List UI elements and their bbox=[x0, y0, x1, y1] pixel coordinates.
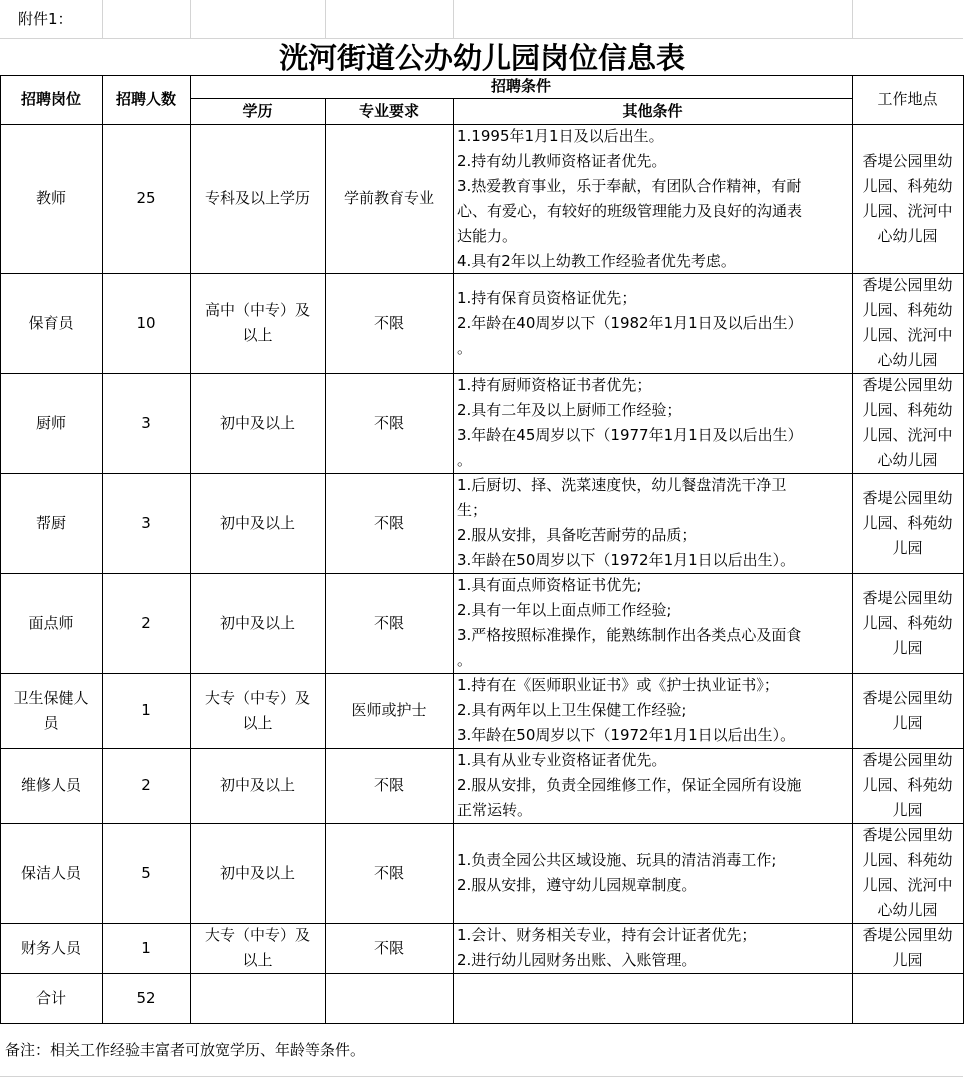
row-major-line: 不限 bbox=[373, 613, 404, 632]
row-location-line: 香堤公园里幼 bbox=[862, 926, 953, 944]
row-position-line: 员 bbox=[43, 713, 59, 732]
row-education-line: 高中（中专）及 bbox=[204, 301, 310, 319]
row-location-line: 儿园 bbox=[892, 538, 923, 557]
row-position-line: 维修人员 bbox=[20, 776, 81, 794]
row-education-line: 初中及以上 bbox=[219, 776, 295, 794]
table-rule bbox=[0, 273, 964, 274]
row-other-conditions-line: 3.热爱教育事业，乐于奉献，有团队合作精神，有耐 bbox=[457, 176, 802, 195]
row-other-conditions-line: 。 bbox=[457, 451, 473, 469]
row-education-line: 以上 bbox=[242, 326, 273, 344]
row-position-line: 财务人员 bbox=[20, 938, 81, 957]
header-other-text: 其他条件 bbox=[622, 101, 683, 120]
row-other-conditions bbox=[453, 823, 852, 923]
table-rule bbox=[102, 75, 103, 1024]
row-location-line: 心幼儿园 bbox=[877, 351, 938, 369]
footnote: 备注：相关工作经验丰富者可放宽学历、年龄等条件。 bbox=[5, 1041, 366, 1059]
header-location bbox=[852, 75, 963, 124]
row-count bbox=[102, 748, 190, 823]
row-location-line: 儿园、科苑幼 bbox=[862, 851, 953, 869]
table-rule bbox=[102, 0, 103, 38]
row-major-line: 不限 bbox=[373, 863, 404, 882]
row-position bbox=[0, 273, 102, 373]
table-rule bbox=[190, 0, 191, 38]
table-rule bbox=[453, 98, 454, 1024]
total-count bbox=[102, 973, 190, 1023]
row-location-line: 香堤公园里幼 bbox=[862, 751, 953, 769]
row-other-conditions bbox=[453, 748, 852, 823]
row-count bbox=[102, 473, 190, 573]
row-location-line: 香堤公园里幼 bbox=[862, 826, 953, 844]
row-location bbox=[852, 748, 963, 823]
row-position bbox=[0, 573, 102, 673]
row-location-line: 香堤公园里幼 bbox=[862, 488, 953, 507]
row-location-line: 儿园、科苑幼 bbox=[862, 513, 953, 532]
row-major bbox=[325, 823, 453, 923]
row-major-line: 不限 bbox=[373, 776, 404, 794]
row-other-conditions-line: 1.负责全园公共区域设施、玩具的清洁消毒工作; bbox=[457, 851, 777, 869]
row-other-conditions-line: 达能力。 bbox=[457, 226, 518, 245]
row-location-line: 香堤公园里幼 bbox=[862, 376, 953, 394]
row-position-line: 教师 bbox=[35, 189, 66, 207]
row-education-line: 初中及以上 bbox=[219, 413, 295, 432]
row-other-conditions-line: 2.具有两年以上卫生保健工作经验; bbox=[457, 701, 687, 719]
header-education-text: 学历 bbox=[242, 101, 273, 120]
row-location bbox=[852, 373, 963, 473]
row-major bbox=[325, 748, 453, 823]
row-location bbox=[852, 573, 963, 673]
table-rule bbox=[0, 1023, 964, 1024]
row-location-line: 香堤公园里幼 bbox=[862, 588, 953, 607]
row-education bbox=[190, 124, 325, 273]
row-other-conditions-line: 2.年龄在40周岁以下（1982年1月1日及以后出生） bbox=[457, 313, 803, 332]
row-other-conditions-line: 2.具有一年以上面点师工作经验; bbox=[457, 601, 672, 619]
row-location-line: 儿园、科苑幼 bbox=[862, 613, 953, 632]
row-position-line: 帮厨 bbox=[35, 513, 66, 532]
table-rule bbox=[0, 673, 964, 674]
row-location-line: 香堤公园里幼 bbox=[862, 151, 953, 170]
row-other-conditions-line: 1.持有在《医师职业证书》或《护士执业证书》； bbox=[457, 676, 779, 694]
header-conditions-text: 招聘条件 bbox=[490, 77, 551, 95]
row-other-conditions-line: 心、有爱心，有较好的班级管理能力及良好的沟通表 bbox=[457, 201, 803, 220]
row-major-line: 不限 bbox=[373, 938, 404, 957]
row-other-conditions bbox=[453, 373, 852, 473]
row-other-conditions-line: 1.具有面点师资格证书优先; bbox=[457, 576, 642, 594]
row-count bbox=[102, 823, 190, 923]
row-major bbox=[325, 273, 453, 373]
header-other bbox=[453, 98, 852, 124]
total-label bbox=[0, 973, 102, 1023]
table-rule bbox=[0, 823, 964, 824]
row-education bbox=[190, 748, 325, 823]
row-other-conditions-line: 3.年龄在50周岁以下（1972年1月1日以后出生）。 bbox=[457, 551, 796, 569]
row-location-line: 儿园、科苑幼 bbox=[862, 176, 953, 195]
row-position-line: 卫生保健人 bbox=[13, 688, 89, 707]
row-other-conditions-line: 2.持有幼儿教师资格证者优先。 bbox=[457, 151, 667, 170]
header-major-text: 专业要求 bbox=[358, 101, 419, 120]
row-location bbox=[852, 273, 963, 373]
row-education-line: 以上 bbox=[242, 713, 273, 732]
row-major-line: 医师或护士 bbox=[351, 701, 427, 719]
row-major-line: 不限 bbox=[373, 513, 404, 532]
row-education-line: 初中及以上 bbox=[219, 613, 295, 632]
row-other-conditions bbox=[453, 473, 852, 573]
table-rule bbox=[0, 75, 964, 76]
row-other-conditions-line: 。 bbox=[457, 338, 473, 357]
row-location-line: 心幼儿园 bbox=[877, 451, 938, 469]
row-major-line: 不限 bbox=[373, 413, 404, 432]
row-position bbox=[0, 673, 102, 748]
row-education bbox=[190, 473, 325, 573]
row-other-conditions-line: 2.具有二年及以上厨师工作经验； bbox=[457, 401, 682, 419]
row-location-line: 儿园 bbox=[892, 801, 923, 819]
row-major bbox=[325, 124, 453, 273]
total-count-text: 52 bbox=[136, 988, 156, 1007]
row-count-text: 3 bbox=[141, 513, 151, 532]
row-location-line: 心幼儿园 bbox=[877, 901, 938, 919]
row-other-conditions-line: 正常运转。 bbox=[457, 801, 533, 819]
row-location-line: 儿园、洸河中 bbox=[862, 201, 953, 220]
row-other-conditions-line: 1.具有从业专业资格证者优先。 bbox=[457, 751, 667, 769]
row-education bbox=[190, 273, 325, 373]
table-rule bbox=[852, 75, 853, 1024]
row-other-conditions bbox=[453, 673, 852, 748]
row-count bbox=[102, 573, 190, 673]
row-other-conditions bbox=[453, 923, 852, 973]
row-position bbox=[0, 923, 102, 973]
row-position bbox=[0, 473, 102, 573]
header-count bbox=[102, 75, 190, 124]
row-position bbox=[0, 124, 102, 273]
table-rule bbox=[0, 124, 964, 125]
row-other-conditions bbox=[453, 573, 852, 673]
row-other-conditions-line: 2.服从安排，具备吃苦耐劳的品质； bbox=[457, 526, 697, 544]
row-location-line: 儿园、科苑幼 bbox=[862, 401, 953, 419]
table-rule bbox=[0, 973, 964, 974]
row-position-line: 面点师 bbox=[28, 613, 74, 632]
table-rule bbox=[852, 0, 853, 38]
table-rule bbox=[0, 75, 1, 1024]
row-count bbox=[102, 373, 190, 473]
row-other-conditions-line: 3.严格按照标准操作，能熟练制作出各类点心及面食 bbox=[457, 626, 802, 644]
row-education bbox=[190, 823, 325, 923]
row-count-text: 5 bbox=[141, 863, 151, 882]
row-location-line: 香堤公园里幼 bbox=[862, 276, 953, 294]
row-other-conditions-line: 3.年龄在45周岁以下（1977年1月1日及以后出生） bbox=[457, 426, 803, 444]
row-major bbox=[325, 373, 453, 473]
row-location-line: 儿园、科苑幼 bbox=[862, 301, 953, 319]
row-count bbox=[102, 124, 190, 273]
row-major-line: 不限 bbox=[373, 313, 404, 332]
table-rule bbox=[325, 0, 326, 38]
header-major bbox=[325, 98, 453, 124]
annex-label: 附件1： bbox=[18, 10, 73, 28]
row-position-line: 保洁人员 bbox=[20, 863, 81, 882]
row-location-line: 香堤公园里幼 bbox=[862, 688, 953, 707]
row-other-conditions-line: 2.服从安排，遵守幼儿园规章制度。 bbox=[457, 876, 697, 894]
table-rule bbox=[325, 98, 326, 1024]
row-education-line: 初中及以上 bbox=[219, 863, 295, 882]
row-other-conditions bbox=[453, 273, 852, 373]
total-label-text: 合计 bbox=[35, 988, 66, 1007]
row-count-text: 3 bbox=[141, 413, 151, 432]
row-education-line: 以上 bbox=[242, 951, 273, 969]
row-major bbox=[325, 473, 453, 573]
row-count-text: 25 bbox=[136, 189, 156, 207]
row-location-line: 心幼儿园 bbox=[877, 226, 938, 245]
row-location bbox=[852, 473, 963, 573]
row-education-line: 初中及以上 bbox=[219, 513, 295, 532]
row-other-conditions-line: 4.具有2年以上幼教工作经验者优先考虑。 bbox=[457, 251, 736, 270]
row-location bbox=[852, 823, 963, 923]
header-position-text: 招聘岗位 bbox=[20, 90, 81, 108]
row-education-line: 专科及以上学历 bbox=[204, 189, 310, 207]
row-other-conditions-line: 2.服从安排，负责全园维修工作，保证全园所有设施 bbox=[457, 776, 802, 794]
row-other-conditions-line: 生； bbox=[457, 501, 488, 519]
row-other-conditions-line: 2.进行幼儿园财务出账、入账管理。 bbox=[457, 951, 697, 969]
row-major bbox=[325, 573, 453, 673]
table-rule bbox=[0, 473, 964, 474]
row-position-line: 保育员 bbox=[28, 313, 74, 332]
row-position bbox=[0, 373, 102, 473]
row-other-conditions-line: 1.1995年1月1日及以后出生。 bbox=[457, 126, 664, 145]
row-other-conditions bbox=[453, 124, 852, 273]
row-other-conditions-line: 1.后厨切、择、洗菜速度快，幼儿餐盘清洗干净卫 bbox=[457, 476, 787, 494]
table-rule bbox=[453, 0, 454, 38]
page-title: 洸河街道公办幼儿园岗位信息表 bbox=[278, 41, 685, 75]
row-location-line: 儿园 bbox=[892, 713, 923, 732]
row-major bbox=[325, 923, 453, 973]
row-count bbox=[102, 273, 190, 373]
row-other-conditions-line: 1.会计、财务相关专业，持有会计证者优先； bbox=[457, 926, 757, 944]
row-count bbox=[102, 923, 190, 973]
table-rule bbox=[190, 98, 852, 99]
header-education bbox=[190, 98, 325, 124]
row-education bbox=[190, 373, 325, 473]
row-count-text: 10 bbox=[136, 313, 156, 332]
table-rule bbox=[0, 373, 964, 374]
row-position-line: 厨师 bbox=[35, 413, 66, 432]
row-count-text: 1 bbox=[141, 701, 151, 719]
row-other-conditions-line: 。 bbox=[457, 651, 473, 669]
row-education-line: 大专（中专）及 bbox=[204, 688, 310, 707]
header-location-text: 工作地点 bbox=[877, 90, 938, 108]
row-count-text: 2 bbox=[141, 776, 151, 794]
row-count-text: 2 bbox=[141, 613, 151, 632]
row-location bbox=[852, 124, 963, 273]
row-major-line: 学前教育专业 bbox=[343, 189, 434, 207]
row-other-conditions-line: 3.年龄在50周岁以下（1972年1月1日以后出生）。 bbox=[457, 726, 796, 744]
row-position bbox=[0, 748, 102, 823]
table-rule bbox=[0, 573, 964, 574]
table-rule bbox=[0, 748, 964, 749]
table-rule bbox=[0, 923, 964, 924]
row-location-line: 儿园、洸河中 bbox=[862, 876, 953, 894]
row-location-line: 儿园、洸河中 bbox=[862, 426, 953, 444]
row-location bbox=[852, 673, 963, 748]
row-location-line: 儿园、科苑幼 bbox=[862, 776, 953, 794]
header-count-text: 招聘人数 bbox=[115, 90, 176, 108]
row-count-text: 1 bbox=[141, 938, 151, 957]
table-rule bbox=[190, 75, 191, 1024]
row-location-line: 儿园 bbox=[892, 951, 923, 969]
row-location-line: 儿园、洸河中 bbox=[862, 326, 953, 344]
row-location-line: 儿园 bbox=[892, 638, 923, 657]
row-education-line: 大专（中专）及 bbox=[204, 926, 310, 944]
row-major bbox=[325, 673, 453, 748]
row-education bbox=[190, 673, 325, 748]
row-location bbox=[852, 923, 963, 973]
table-rule bbox=[0, 38, 963, 39]
row-other-conditions-line: 1.持有保育员资格证优先； bbox=[457, 288, 637, 307]
row-education bbox=[190, 573, 325, 673]
header-conditions bbox=[190, 75, 852, 98]
row-position bbox=[0, 823, 102, 923]
header-position bbox=[0, 75, 102, 124]
row-other-conditions-line: 1.持有厨师资格证书者优先； bbox=[457, 376, 652, 394]
row-education bbox=[190, 923, 325, 973]
row-count bbox=[102, 673, 190, 748]
